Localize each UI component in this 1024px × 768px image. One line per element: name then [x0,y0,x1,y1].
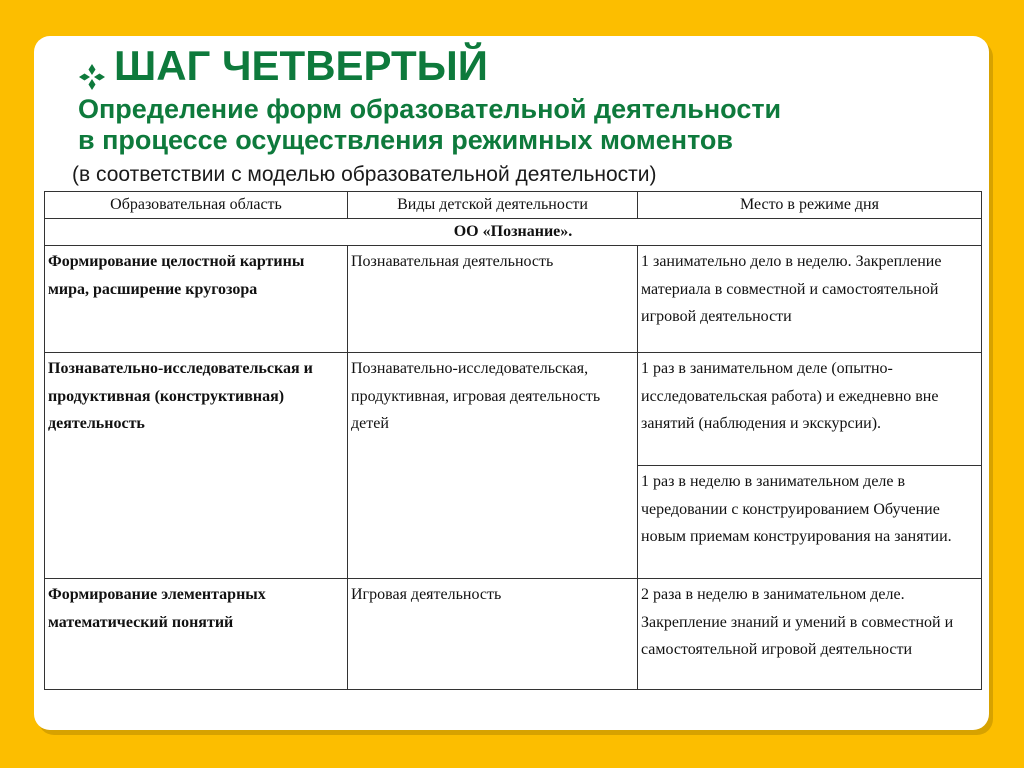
slide-subtitle-line-2: в процессе осуществления режимных моментов [78,125,734,155]
table-group-row [45,219,982,246]
row-1-activity: Познавательная деятельность [348,246,638,353]
slide-subtitle [78,94,781,156]
row-3-activity: Игровая деятельность [348,579,638,690]
slide-note: (в соответствии с моделью образовательной деятельности) [72,163,657,186]
table-row [45,579,982,690]
header-activity: Виды детской деятельности [348,192,638,219]
row-3-area: Формирование элементарных математический понятий [45,579,348,690]
row-1-area: Формирование целостной картины мира, расширение кругозора [45,246,348,353]
header-area: Образовательная область [45,192,348,219]
row-1-place: 1 занимательно дело в неделю. Закрепление материала в совместной и самостоятельной игровой деятельности [638,246,982,353]
activity-table [44,191,982,690]
row-2-activity: Познавательно-исследовательская, продуктивная, игровая деятельность детей [348,353,638,579]
row-2-place-2: 1 раз в неделю в занимательном деле в чередовании с конструированием Обучение новым приемам конструирования на занятии. [638,466,982,579]
row-2-place-1: 1 раз в занимательном деле (опытно-исследовательская работа) и ежедневно вне занятий (наблюдения и экскурсии). [638,353,982,466]
slide-subtitle-line-1: Определение форм образовательной деятельности [78,94,782,124]
table-row [45,246,982,353]
header-place: Место в режиме дня [638,192,982,219]
slide-heading [78,42,488,90]
table-header-row [45,192,982,219]
row-2-area: Познавательно-исследовательская и продуктивная (конструктивная) деятельность [45,353,348,579]
diamond-star-bullet-icon [78,53,106,81]
group-title: ОО «Познание». [45,219,982,246]
table-row [45,353,982,466]
slide-heading-text: ШАГ ЧЕТВЕРТЫЙ [114,42,488,89]
row-3-place: 2 раза в неделю в занимательном деле. Закрепление знаний и умений в совместной и самостоятельной игровой деятельности [638,579,982,690]
